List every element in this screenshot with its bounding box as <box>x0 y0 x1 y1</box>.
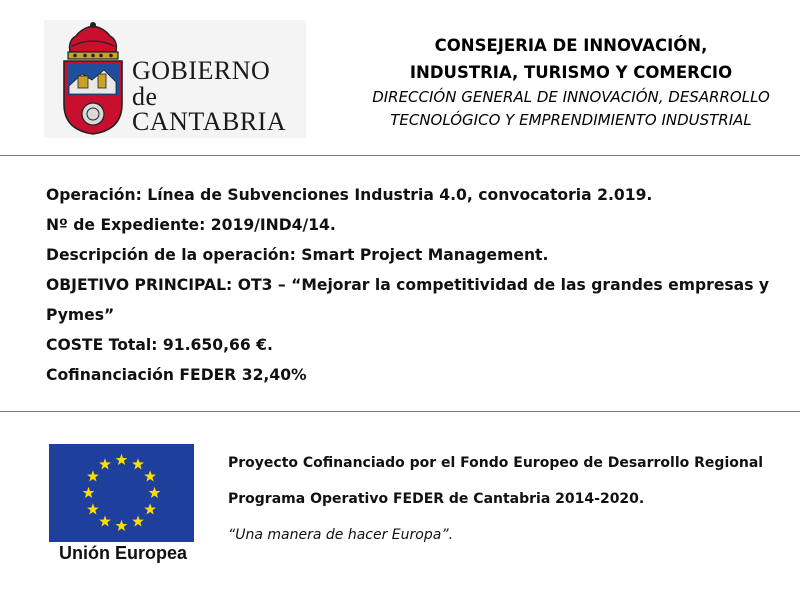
consejeria-line-2: INDUSTRIA, TURISMO Y COMERCIO <box>409 63 733 82</box>
direccion-line-2: TECNOLÓGICO Y EMPRENDIMIENTO INDUSTRIAL <box>390 111 752 129</box>
gobierno-cantabria-logo <box>44 20 306 138</box>
divider-bottom <box>0 411 800 412</box>
descripcion-text: Descripción de la operación: Smart Project Management. <box>46 246 549 264</box>
expediente-text: Nº de Expediente: 2019/IND4/14. <box>46 216 336 234</box>
footer-cofinancing <box>228 452 798 560</box>
operation-details <box>46 180 796 390</box>
eu-star <box>99 515 111 526</box>
eu-star <box>99 458 111 469</box>
divider-top <box>0 155 800 156</box>
footer-line-lema: “Una manera de hacer Europa”. <box>228 527 454 543</box>
eu-star <box>87 503 99 514</box>
eu-label: Unión Europea <box>58 543 187 563</box>
cofinanciacion-text: Cofinanciación FEDER 32,40% <box>46 366 307 384</box>
gobierno-cantabria-shield-icon <box>58 22 128 136</box>
objetivo-text: OBJETIVO PRINCIPAL: OT3 – “Mejorar la competitividad de las grandes empresas y Pymes” <box>46 276 770 324</box>
eu-star <box>87 470 99 481</box>
coste-text: COSTE Total: 91.650,66 €. <box>46 336 273 354</box>
eu-flag-icon <box>49 444 194 542</box>
eu-star <box>144 470 156 481</box>
eu-star <box>116 520 128 531</box>
eu-star <box>132 515 144 526</box>
gobierno-cantabria-wordmark <box>132 58 286 135</box>
logo-line-de: de <box>132 81 158 111</box>
eu-flag <box>49 444 194 542</box>
logo-line-gobierno: GOBIERNO <box>132 56 271 85</box>
eu-star <box>144 503 156 514</box>
logo-line-cantabria: CANTABRIA <box>132 107 287 136</box>
eu-star <box>149 487 161 498</box>
eu-star <box>132 458 144 469</box>
header-institution <box>345 32 797 132</box>
eu-star <box>83 487 95 498</box>
footer-line-programa: Programa Operativo FEDER de Cantabria 2014-2020. <box>228 491 645 507</box>
eu-star <box>116 454 128 465</box>
operacion-text: Operación: Línea de Subvenciones Industria 4.0, convocatoria 2.019. <box>46 186 653 204</box>
consejeria-line-1: CONSEJERIA DE INNOVACIÓN, <box>434 36 708 55</box>
direccion-line-1: DIRECCIÓN GENERAL DE INNOVACIÓN, DESARROLLO <box>372 88 770 106</box>
footer-line-fondo: Proyecto Cofinanciado por el Fondo Europeo de Desarrollo Regional <box>228 455 764 471</box>
